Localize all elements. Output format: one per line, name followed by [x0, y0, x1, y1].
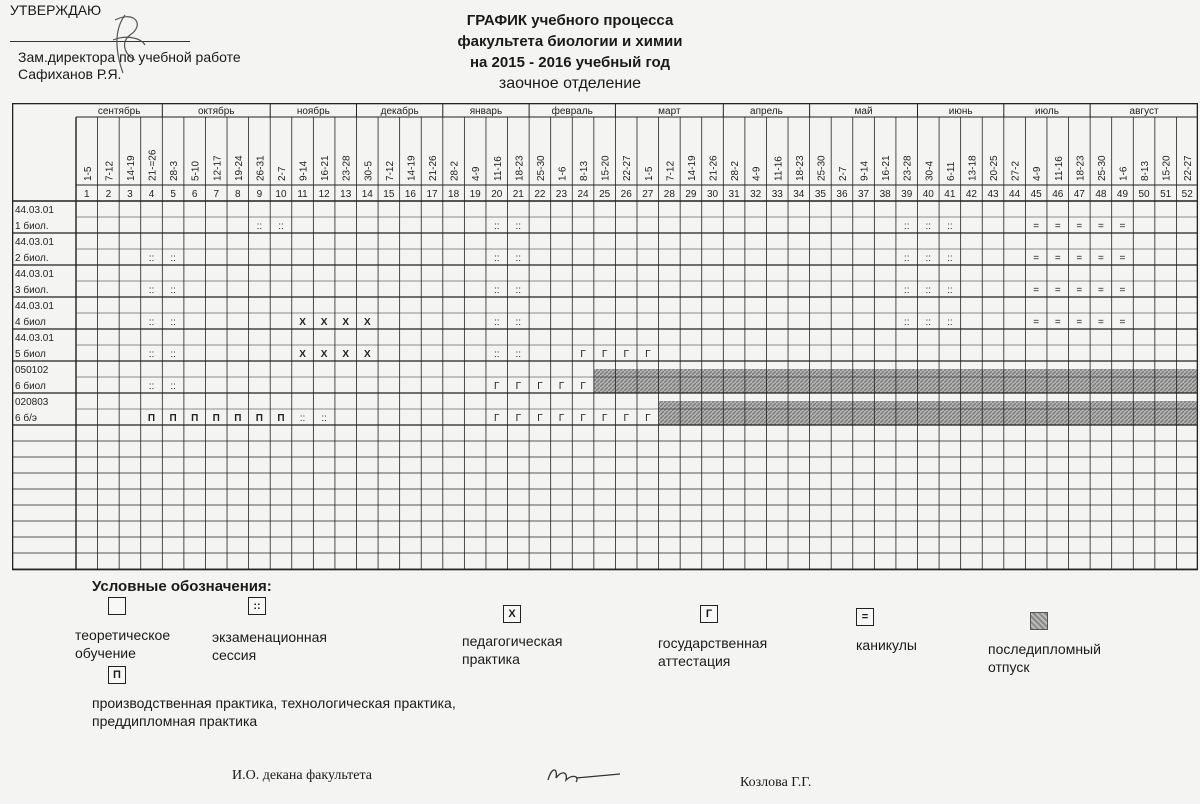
week-number: 47	[1073, 189, 1085, 200]
month-label: май	[854, 106, 873, 117]
week-number: 28	[663, 189, 675, 200]
week-number: 22	[534, 189, 546, 200]
schedule-mark: Г	[580, 413, 586, 424]
schedule-mark: ::	[148, 317, 155, 328]
week-label: 11-16	[773, 156, 785, 181]
title-line-2: факультета биологии и химии	[457, 33, 683, 50]
week-number: 34	[793, 189, 805, 200]
week-label: 13-18	[967, 155, 979, 181]
schedule-mark: П	[234, 413, 242, 424]
week-number: 20	[491, 189, 503, 200]
week-number: 37	[857, 189, 870, 200]
month-label: ноябрь	[296, 106, 330, 117]
week-number: 48	[1095, 189, 1107, 200]
week-label: 11-16	[492, 156, 504, 181]
legend-symbol: П	[108, 666, 126, 684]
schedule-mark: ::	[148, 253, 155, 264]
legend-text-line-1: производственная практика, технологическая практика,	[92, 695, 456, 711]
group-code: 44.03.01	[15, 269, 54, 280]
week-label: 6-11	[945, 161, 957, 181]
schedule-mark: =	[1097, 317, 1104, 328]
schedule-mark: =	[1054, 285, 1061, 296]
schedule-mark: ::	[170, 381, 176, 392]
week-label: 21-26	[708, 155, 720, 181]
schedule-mark: =	[1119, 221, 1126, 232]
month-label: июль	[1035, 106, 1059, 117]
week-number: 26	[620, 189, 632, 200]
month-label: март	[658, 106, 681, 117]
week-number: 24	[577, 189, 589, 200]
schedule-mark: X	[299, 349, 306, 360]
schedule-mark: ::	[493, 349, 500, 360]
week-label: 15-20	[600, 155, 612, 181]
week-label: 15-20	[1161, 155, 1173, 181]
week-number: 38	[879, 189, 891, 200]
week-number: 8	[235, 189, 241, 200]
week-number: 10	[275, 189, 287, 200]
week-label: 21-26	[428, 155, 440, 181]
schedule-mark: X	[342, 317, 350, 328]
legend-text-line-2: обучение	[75, 645, 136, 661]
legend-text	[75, 626, 170, 662]
schedule-mark: ::	[148, 349, 155, 360]
schedule-mark: Г	[580, 381, 586, 392]
legend-text-line-2: сессия	[212, 647, 257, 663]
week-number: 15	[383, 189, 395, 200]
week-label: 1-5	[643, 166, 655, 181]
schedule-mark: X	[363, 349, 371, 360]
week-number: 2	[105, 189, 112, 200]
schedule-mark: ::	[278, 221, 284, 232]
group-code: 44.03.01	[15, 333, 54, 344]
week-number: 44	[1009, 189, 1021, 200]
week-number: 41	[944, 189, 956, 200]
week-label: 7-12	[665, 160, 677, 181]
week-number: 42	[965, 189, 978, 200]
approver-position: Зам.директора по учебной работе	[18, 49, 241, 65]
schedule-mark: =	[1119, 285, 1126, 296]
week-label: 26-31	[255, 155, 267, 181]
schedule-mark: Г	[558, 413, 565, 424]
schedule-mark: X	[342, 349, 350, 360]
legend-symbol	[1030, 612, 1048, 630]
group-name: 4 биол	[15, 317, 46, 328]
schedule-mark: =	[1033, 221, 1040, 232]
legend-symbol	[108, 597, 126, 615]
schedule-mark: ::	[925, 221, 932, 232]
schedule-mark: Г	[494, 381, 500, 392]
legend-text	[856, 636, 917, 654]
schedule-mark: ::	[947, 253, 953, 264]
schedule-mark: X	[299, 317, 306, 328]
week-label: 4-9	[751, 166, 763, 181]
week-label: 1-5	[82, 166, 94, 181]
legend-text-line-2: аттестация	[658, 653, 731, 669]
group-code: 44.03.01	[15, 205, 54, 216]
group-name: 2 биол.	[15, 253, 49, 264]
week-number: 25	[599, 189, 611, 200]
week-label: 14-19	[406, 155, 418, 181]
week-number: 19	[469, 189, 481, 200]
group-name: 5 биол	[15, 349, 46, 360]
schedule-mark: П	[212, 413, 220, 424]
week-label: 23-28	[341, 155, 353, 181]
month-label: апрель	[750, 106, 783, 117]
week-number: 17	[426, 189, 438, 200]
schedule-mark: ::	[170, 253, 176, 264]
week-number: 33	[771, 189, 783, 200]
schedule-mark: =	[1097, 285, 1104, 296]
month-label: декабрь	[380, 106, 419, 117]
schedule-mark: П	[147, 413, 156, 424]
schedule-mark: ::	[903, 317, 910, 328]
schedule-mark: Г	[515, 381, 522, 392]
schedule-mark: ::	[515, 349, 522, 360]
week-number: 3	[127, 189, 133, 200]
week-number: 14	[361, 189, 373, 200]
week-label: 5-10	[190, 160, 202, 181]
schedule-mark: П	[191, 413, 199, 424]
week-label: 7-12	[104, 160, 116, 181]
schedule-mark: =	[1054, 221, 1061, 232]
schedule-mark: =	[1076, 317, 1083, 328]
schedule-mark: ::	[256, 221, 263, 232]
week-number: 27	[642, 189, 654, 200]
week-number: 40	[922, 189, 934, 200]
week-label: 4-9	[471, 166, 483, 181]
schedule-mark: ::	[493, 285, 500, 296]
schedule-mark: =	[1033, 285, 1040, 296]
week-label: 9-14	[298, 160, 310, 181]
schedule-mark: Г	[537, 413, 543, 424]
schedule-mark: =	[1119, 253, 1126, 264]
week-number: 4	[148, 189, 155, 200]
schedule-mark: =	[1097, 253, 1104, 264]
week-number: 43	[987, 189, 999, 200]
schedule-mark: Г	[645, 349, 651, 360]
title-line-4: заочное отделение	[498, 75, 642, 92]
legend-text-line-1: последипломный	[988, 641, 1101, 657]
legend-text-line-2: отпуск	[988, 659, 1030, 675]
week-label: 18-23	[1075, 155, 1087, 181]
legend-title: Условные обозначения:	[92, 578, 272, 595]
schedule-mark: Г	[515, 413, 522, 424]
schedule-mark: Г	[623, 349, 629, 360]
week-label: 8-13	[579, 160, 591, 181]
dean-label: И.О. декана факультета	[232, 768, 373, 783]
week-number: 5	[170, 189, 176, 200]
schedule-mark: =	[1076, 221, 1083, 232]
week-number: 18	[448, 189, 460, 200]
week-label: 23-28	[902, 155, 914, 181]
week-label: 25-30	[816, 155, 828, 181]
week-number: 45	[1030, 189, 1042, 200]
schedule-mark: ::	[515, 253, 522, 264]
group-name: 1 биол.	[15, 221, 49, 232]
schedule-mark: П	[255, 413, 263, 424]
week-label: 1-6	[557, 166, 569, 181]
week-label: 7-12	[384, 160, 396, 181]
schedule-mark: ::	[903, 221, 910, 232]
week-label: 25-30	[1096, 155, 1108, 181]
week-label: 14-19	[125, 155, 137, 181]
month-label: январь	[469, 106, 503, 117]
schedule-mark: Г	[558, 381, 565, 392]
schedule-mark: ::	[925, 285, 932, 296]
schedule-mark: =	[1119, 317, 1126, 328]
week-number: 1	[84, 189, 90, 200]
schedule-mark: =	[1097, 221, 1104, 232]
schedule-mark: ::	[321, 413, 327, 424]
schedule-mark: Г	[601, 349, 608, 360]
week-number: 9	[256, 189, 263, 200]
week-label: 12-17	[212, 155, 224, 181]
schedule-mark: ::	[170, 317, 176, 328]
title-line-3: на 2015 - 2016 учебный год	[469, 54, 671, 71]
legend-symbol: X	[503, 605, 521, 623]
week-label: 18-23	[794, 155, 806, 181]
week-number: 12	[318, 189, 330, 200]
schedule-mark: ::	[925, 317, 932, 328]
week-number: 39	[901, 189, 913, 200]
schedule-mark: Г	[494, 413, 500, 424]
week-label: 9-14	[859, 160, 871, 181]
legend-text	[92, 694, 456, 730]
group-code: 44.03.01	[15, 237, 54, 248]
legend-text-line-1: каникулы	[856, 637, 917, 653]
week-number: 30	[706, 189, 719, 200]
approver-name: Сафиханов Р.Я.	[18, 66, 122, 82]
legend-text-line-1: экзаменационная	[212, 629, 328, 645]
schedule-mark: ::	[947, 285, 953, 296]
legend-text-line-1: теоретическое	[75, 627, 171, 643]
week-number: 29	[685, 189, 697, 200]
week-label: 16-21	[320, 155, 332, 181]
week-label: 27-2	[1010, 160, 1022, 181]
schedule-mark: ::	[170, 349, 176, 360]
week-label: 2-7	[276, 166, 288, 181]
schedule-mark: ::	[947, 317, 953, 328]
schedule-mark: Г	[580, 349, 586, 360]
document-title	[380, 10, 760, 94]
schedule-mark: ::	[493, 253, 500, 264]
group-code: 44.03.01	[15, 301, 54, 312]
schedule-mark: =	[1076, 253, 1083, 264]
week-number: 52	[1181, 189, 1193, 200]
dean-name: Козлова Г.Г.	[740, 775, 812, 790]
week-label: 28-2	[449, 160, 461, 181]
schedule-mark: ::	[515, 317, 522, 328]
group-name: 6 б/э	[15, 413, 37, 424]
week-number: 21	[512, 189, 524, 200]
schedule-mark: X	[320, 317, 328, 328]
schedule-mark: =	[1054, 317, 1061, 328]
week-number: 35	[814, 189, 826, 200]
week-number: 11	[297, 189, 308, 200]
group-name: 6 биол	[15, 381, 46, 392]
month-label: сентябрь	[97, 106, 141, 117]
month-label: июнь	[948, 106, 973, 117]
legend-text-line-1: педагогическая	[462, 633, 563, 649]
week-label: 14-19	[686, 155, 698, 181]
week-number: 13	[340, 189, 352, 200]
schedule-mark: =	[1054, 253, 1061, 264]
schedule-mark: =	[1076, 285, 1083, 296]
schedule-mark: Г	[601, 413, 608, 424]
schedule-mark: ::	[925, 253, 932, 264]
schedule-mark: ::	[493, 221, 500, 232]
approval-heading: УТВЕРЖДАЮ	[10, 2, 102, 18]
schedule-grid	[12, 103, 1198, 577]
week-label: 20-25	[989, 155, 1001, 181]
schedule-mark: П	[169, 413, 177, 424]
week-label: 19-24	[233, 155, 245, 181]
week-number: 23	[555, 189, 568, 200]
schedule-mark: ::	[515, 221, 522, 232]
week-label: 11-16	[1053, 156, 1065, 181]
schedule-mark: ::	[299, 413, 306, 424]
schedule-mark: =	[1033, 317, 1040, 328]
group-code: 050102	[15, 365, 49, 376]
schedule-mark: X	[320, 349, 328, 360]
week-number: 50	[1138, 189, 1150, 200]
week-number: 16	[404, 189, 417, 200]
week-label: 25-30	[535, 155, 547, 181]
week-label: 18-23	[514, 155, 526, 181]
month-label: август	[1129, 106, 1159, 117]
week-label: 30-5	[363, 160, 375, 181]
week-label: 28-3	[169, 160, 181, 181]
week-label: 22-27	[622, 155, 634, 181]
week-label: 16-21	[881, 155, 893, 181]
schedule-mark: ::	[515, 285, 522, 296]
week-label: 22-27	[1183, 155, 1195, 181]
month-label: октябрь	[197, 106, 235, 117]
legend-symbol: Г	[700, 605, 718, 623]
schedule-mark: ::	[903, 253, 910, 264]
week-label: 2-7	[837, 166, 849, 181]
legend-symbol: =	[856, 608, 874, 626]
week-label: 30-4	[924, 160, 936, 181]
legend-text-line-2: преддипломная практика	[92, 713, 258, 729]
legend-text	[212, 628, 327, 664]
schedule-mark: ::	[947, 221, 953, 232]
week-label: 1-6	[1118, 166, 1130, 181]
schedule-mark: ::	[170, 285, 176, 296]
legend-text-line-1: государственная	[658, 635, 768, 651]
legend-text-line-2: практика	[462, 651, 520, 667]
schedule-mark: X	[363, 317, 371, 328]
group-code: 020803	[15, 397, 49, 408]
schedule-mark: ::	[148, 381, 155, 392]
schedule-mark: ::	[493, 317, 500, 328]
schedule-mark: П	[277, 413, 285, 424]
week-label: 8-13	[1140, 160, 1152, 181]
week-label: 4-9	[1032, 166, 1044, 181]
legend-text	[658, 634, 767, 670]
group-name: 3 биол.	[15, 285, 49, 296]
week-number: 46	[1052, 189, 1064, 200]
week-number: 49	[1116, 189, 1129, 200]
schedule-mark: =	[1033, 253, 1040, 264]
schedule-table	[12, 103, 1198, 577]
schedule-mark: Г	[537, 381, 543, 392]
approver-block	[18, 49, 241, 83]
week-label: 28-2	[730, 160, 742, 181]
title-line-1: ГРАФИК учебного процесса	[466, 12, 674, 29]
week-label: 21-=26	[147, 149, 159, 181]
week-number: 7	[213, 189, 220, 200]
schedule-mark: Г	[645, 413, 651, 424]
schedule-mark: Г	[623, 413, 629, 424]
legend-text	[462, 632, 562, 668]
month-label: февраль	[551, 106, 593, 117]
week-number: 6	[191, 189, 198, 200]
week-number: 51	[1160, 189, 1172, 200]
dean-signature	[540, 760, 630, 790]
postgraduate-leave-area	[659, 401, 1198, 425]
schedule-mark: ::	[903, 285, 910, 296]
week-number: 36	[836, 189, 848, 200]
week-number: 31	[728, 189, 740, 200]
legend-text	[988, 640, 1101, 676]
week-number: 32	[750, 189, 762, 200]
schedule-mark: ::	[148, 285, 155, 296]
legend-symbol: ::	[248, 597, 266, 615]
